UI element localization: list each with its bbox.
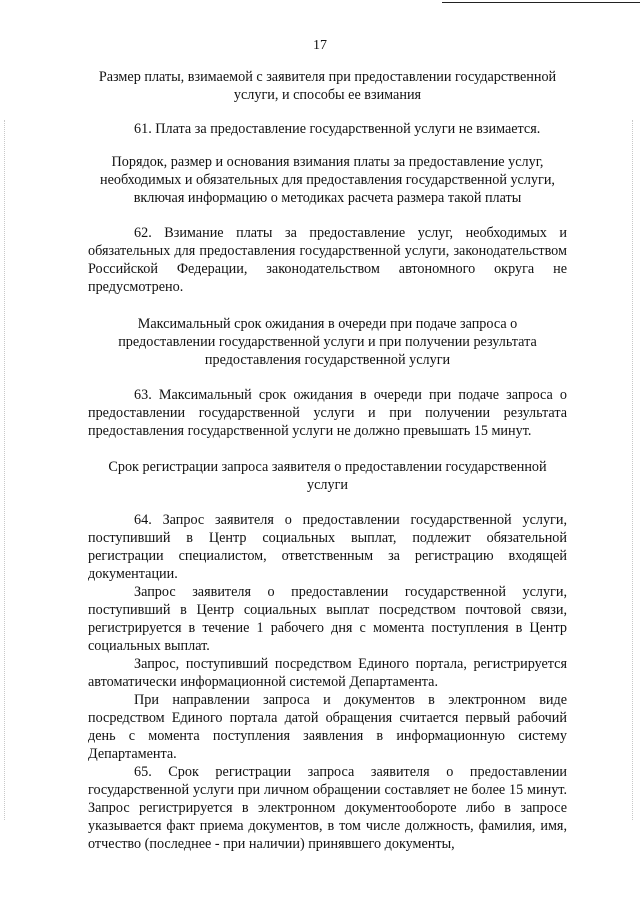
paragraph-64-mail: Запрос заявителя о предоставлении государственной услуги, поступивший в Центр социальных выплат посредством почтовой связи, регистрируется в течение 1 рабочего дня с момента поступления в Центр социальных выплат. (88, 584, 567, 654)
scan-margin-left (4, 120, 5, 820)
heading-registration: Срок регистрации запроса заявителя о предоставлении государственной услуги (108, 459, 547, 493)
heading-payment-procedure: Порядок, размер и основания взимания платы за предоставление услуг, необходимых и обязательных для предоставления государственной услуги, включая информацию о методиках расчета размера такой платы (100, 154, 555, 206)
paragraph-61: 61. Плата за предоставление государственной услуги не взимается. (134, 121, 541, 137)
paragraph-64-electronic: При направлении запроса и документов в электронном виде посредством Единого портала датой обращения считается первый рабочий день с момента поступления заявления в информационную систему Департамента. (88, 692, 567, 762)
paragraph-64: 64. Запрос заявителя о предоставлении государственной услуги, поступивший в Центр социальных выплат, подлежит обязательной регистрации специалистом, ответственным за регистрацию входящей документации. (88, 512, 567, 582)
paragraph-63: 63. Максимальный срок ожидания в очереди при подаче запроса о предоставлении государственной услуги и при получении результата предоставления государственной услуги не должно превышать 15 минут. (88, 387, 567, 439)
page-number: 17 (313, 38, 327, 53)
paragraph-65: 65. Срок регистрации запроса заявителя о предоставлении государственной услуги при личном обращении составляет не более 15 минут. Запрос регистрируется в электронном документообороте либо в запросе указывается факт приема документов, в том числе должность, фамилия, имя, отчество (последнее - при наличии) принявшего документы, (88, 764, 567, 852)
paragraph-64-portal: Запрос, поступивший посредством Единого портала, регистрируется автоматически информационной системой Департамента. (88, 656, 567, 690)
document-page (88, 68, 567, 853)
heading-payment-fee: Размер платы, взимаемой с заявителя при предоставлении государственной услуги, и способы ее взимания (98, 69, 557, 103)
heading-max-wait: Максимальный срок ожидания в очереди при подаче запроса о предоставлении государственной услуги и при получении результата предоставления государственной услуги (118, 316, 537, 368)
top-edge-rule (442, 2, 640, 3)
paragraph-62: 62. Взимание платы за предоставление услуг, необходимых и обязательных для предоставления государственной услуги, законодательством Российской Федерации, законодательством автономного округа не предусмотрено. (88, 225, 567, 295)
scan-margin-right (632, 120, 633, 820)
